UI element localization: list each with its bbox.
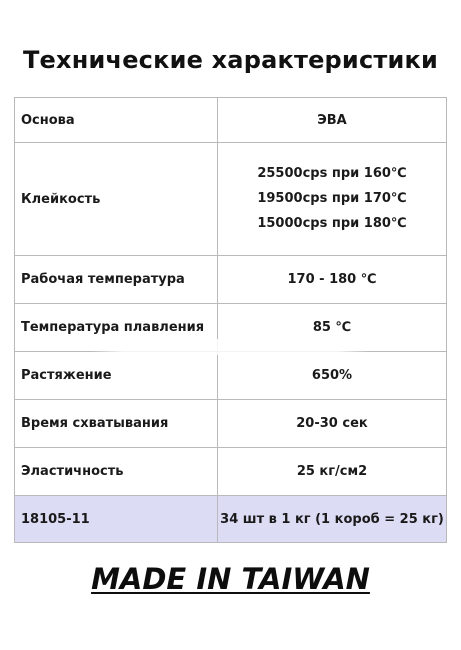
tack-values xyxy=(218,143,447,256)
tack-label: Клейкость xyxy=(15,143,218,256)
table-row xyxy=(15,496,447,543)
melting-temperature-label: Температура плавления xyxy=(15,304,218,352)
table-row xyxy=(15,256,447,304)
operating-temperature-label: Рабочая температура xyxy=(15,256,218,304)
packaging-info: 34 шт в 1 кг (1 короб = 25 кг) xyxy=(218,496,447,543)
melting-temperature-value: 85 ℃ xyxy=(218,304,447,352)
tack-value-160: 25500cps при 160℃ xyxy=(257,166,407,181)
origin-label: MADE IN TAIWAN xyxy=(91,562,370,596)
table-row xyxy=(15,304,447,352)
elongation-value: 650% xyxy=(218,352,447,400)
base-value: ЭВА xyxy=(218,98,447,143)
elasticity-value: 25 кг/см2 xyxy=(218,448,447,496)
specifications-table xyxy=(14,97,447,543)
table-row xyxy=(15,143,447,256)
table-row xyxy=(15,98,447,143)
elongation-label: Растяжение xyxy=(15,352,218,400)
page-title: Технические характеристики xyxy=(22,46,439,74)
setting-time-label: Время схватывания xyxy=(15,400,218,448)
base-label: Основа xyxy=(15,98,218,143)
table-row xyxy=(15,400,447,448)
elasticity-label: Эластичность xyxy=(15,448,218,496)
table-row xyxy=(15,352,447,400)
setting-time-value: 20-30 сек xyxy=(218,400,447,448)
tack-value-180: 15000cps при 180℃ xyxy=(257,216,407,231)
table-row xyxy=(15,448,447,496)
article-number: 18105-11 xyxy=(15,496,218,543)
operating-temperature-value: 170 - 180 ℃ xyxy=(218,256,447,304)
tack-value-170: 19500cps при 170℃ xyxy=(257,191,407,206)
